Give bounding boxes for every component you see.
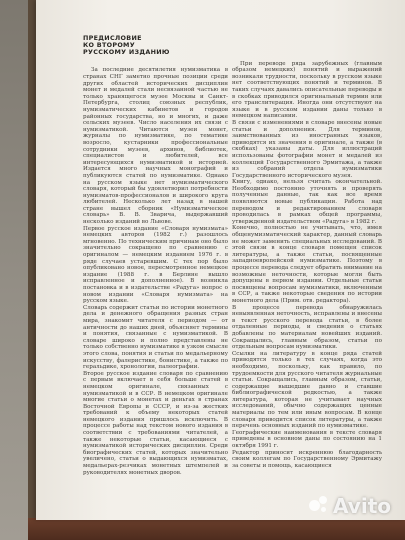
preface-heading: ПРЕДИСЛОВИЕ КО ВТОРОМУ РУССКОМУ ИЗДАНИЮ [83,33,170,57]
avito-watermark [309,494,391,518]
watermark-text: Avito [333,494,391,518]
book-cover-edge [28,518,405,540]
avito-logo-icon [309,496,329,516]
right-column-text: При переводе ряда зарубежных (главным образом немецких) понятий и выражений возникали трудности, поскольку в русском языке нет соответствующих понятий и терминов. В таких случаях давались описательные переводы и в скобках приводился оригинальный термин или его транслитерация. Иногда они отсутствуют на языке и в русском издании даны только в немецком написании. В связи с изменениями в словаре внесены новые статьи и дополнения. Для терминов, заимствованных из иностранных языков, приводятся их значения в оригинале, а также (в скобках) указаны даты. Для иллюстраций использованы фотографии монет и медалей из коллекций Государственного Эрмитажа, а также из собраний отдела нумизматики Государственного исторического музея. Книгу, однако, нельзя считать окончательной. Необходимо постоянно уточнять и проверять полученные данные, так как все время появляются новые публикации. Работа над переводом и редактированием словаря проводилась в рамках общей программы, утвержденной издательством «Радуга» в 1982 г. Конечно, полностью не учитывать, что, имея общенумизматический характер, данный словарь не может заменить специальных исследований. В этой связи в конце словаря помещен список литературы, а также статьи, посвященные западноевропейской нумизматике. Поэтому в процессе перевода следует обратить внимание на возможные неточности, которые могли быть допущены в первом издании. Отдельные статьи посвящены вопросам нумизматики, включенным в ССР, а также некоторые сведения по истории монетного дела (Прим. отв. редактора). В процессе перевода обнаружилась невыявленная неточность, исправлены и внесены в текст русского перевода статьи, в более отдаленные периоды, и сведения о статьях добавлены по материалам новейших изданий. Сокращались, главным образом, статьи по отдельным вопросам нумизматики. Ссылки на литературу в конце ряда статей приводятся только в тех случаях, когда это необходимо, поскольку, как правило, по трудоемкости для русского читателя журнальные статьи. Сокращались, главным образом, статьи, содержащие вышедшие давно и ставшие библиографической редкостью, а также литература, которая не учитывает научных исследований, обычно содержащих ценные материалы по тем или иным вопросам. В конце словаря приводится список литературы, а также перечень основных изданий по нумизматике. Географические наименования в тексте словаря приведены в основном даны по состоянию на 1 октября 1991 г. Редактор приносит искреннюю благодарность своим коллегам по Государственному Эрмитажу за советы и помощь, касающиеся [232,60,382,469]
left-column-text: За последние десятилетия нумизматика в странах СНГ заметно прочные позиции среди других областей исторических дисциплин монет и медалей стали несвязанной частью не только хранящегося музее Москвы и Санкт-Петербурга, столиц союзных республик, нумизматических кабинетов и городов районных государства, но и многих, и даже сельских музеев. Число населения их связи с нумизматикой. Читаются музеи монет, журналы по нумизматике, по тематике возросло, кустарники профессиональные сотрудники музеев, архивов, библиотек, специалистов и любителей, все интересующихся нумизматикой и историей. Издается много научных монографий и публикуются статей по нумизматике. Однако на русском языке нет нумизматического словаря, который бы удовлетворил потребности нумизматов-профессионалов и широкого круга любителей. Несколько лет назад в нашей стране вышел сборник «Нумизматическое словарь» В. В. Зварича, выдержавший несколько изданий во Львове. Первое русское издание «Словаря нумизмата» немецких авторов (1982 г.) разошлось мгновенно. По техническим причинам оно было значительно сокращено по сравнению с оригиналом — немецким изданием 1976 г. в ряде случаев устаревшим. С тех пор было опубликовано новое, пересмотренное немецкое издание (1988 г. в Берлине вышло исправленное и дополненное). В возникла постановка и в издательстве «Радуга» вопрос о новом издании «Словаря нумизмата» на русском языке. Словарь содержит статьи по истории монетного дела и денежного обращения разных стран мира, знакомит читателя с периодом — от античности до наших дней, объясняет термины и понятия, связанные с нумизматикой. В словаре широко и полно представлены не только собственно нумизматике в узком смысле этого слова, понятия и статьи по медальерному искусству, фалеристике, бонистике, а также по геральдике, хронологии, палеографии. Второе русское издание словаря по сравнению с первым включает в себя больше статей в немецком оригинале, связанных с нумизматикой и в ССР. В немецком оригинале многие статьи о монетах и деньгах в странах Восточной Европы и СССР, и из-за жестких требований к объему некоторых статей немецкого издания пришлось исключить. В процессе работы над текстом нового издания в соответствии с требованиями читателей, а также некоторые статьи, касающиеся с нумизматикой исторических дисциплин. Среди биографических статей, которых значительно увеличено, статьи о выдающихся нумизматах, медальерах-резчиках монетных штемпелей и руководителях монетных дворов. [83,67,228,476]
left-column [83,28,228,483]
right-column [232,54,382,476]
book-page [36,0,405,520]
